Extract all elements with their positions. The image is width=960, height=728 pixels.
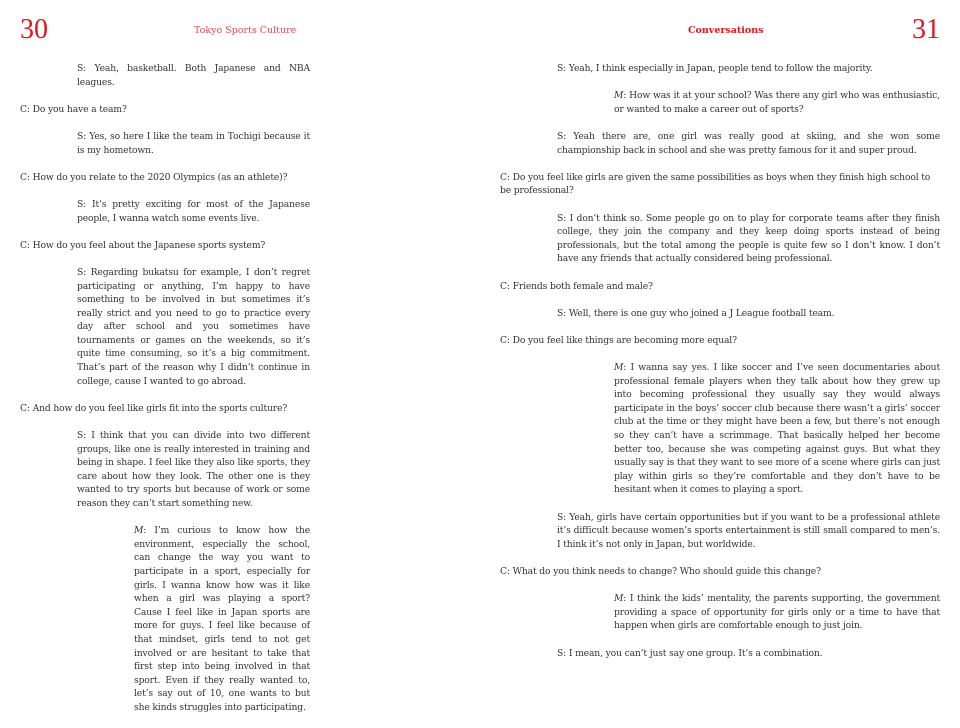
entry-text: It’s pretty exciting for most of the Japanese people, I wanna watch some events live. [77, 198, 311, 224]
interview-entry [20, 239, 310, 253]
entry-text: How do you relate to the 2020 Olympics (as an athlete)? [32, 171, 288, 183]
entry-text: I mean, you can’t just say one group. It’s a combination. [568, 647, 823, 659]
speaker-label: M [614, 593, 624, 605]
interview-entry [77, 266, 310, 388]
speaker-label: M [614, 362, 624, 374]
interview-entry [77, 62, 310, 89]
entry-text: I’m curious to know how the environment, especially the school, can change the way you want to participate in a sport, especially for girls. I wanna know how was it like when a girl was playing a sport? Cause I feel like in Japan sports are more for guys. I feel like because of that mindset, girls tend to not get involved or are hesitant to take that first step into being involved in that sport. Even if they really wanted to, let’s say out of 10, one wants to but she kinds struggles into participating. [134, 525, 310, 713]
speaker-separator: : [26, 103, 33, 115]
speaker-separator: : [83, 130, 90, 142]
speaker-label: S [77, 130, 84, 142]
entry-text: Yeah there are, one girl was really good at skiing, and she won some championship back in school and she was pretty famous for it and super proud. [557, 130, 941, 156]
interview-entry [614, 361, 940, 497]
interview-entry [77, 429, 310, 511]
speaker-label: S [77, 63, 84, 74]
page-number: 30 [20, 14, 48, 45]
speaker-label: S [77, 266, 84, 278]
entry-text: How do you feel about the Japanese sports system? [32, 239, 266, 251]
interview-entry [500, 171, 940, 198]
interview-entry [557, 307, 940, 321]
speaker-label: M [614, 90, 624, 102]
speaker-separator: : [26, 402, 33, 414]
entry-text: And how do you feel like girls fit into the sports culture? [32, 402, 288, 414]
speaker-separator: : [506, 334, 513, 346]
speaker-label: C [500, 280, 507, 292]
speaker-separator: : [563, 511, 570, 523]
entry-text: Do you feel like things are becoming more equal? [512, 334, 737, 346]
speaker-label: S [77, 198, 84, 210]
interview-entry [557, 511, 940, 552]
right-page [480, 0, 960, 681]
left-page [0, 0, 480, 713]
speaker-separator: : [83, 430, 92, 442]
speaker-label: S [557, 307, 564, 319]
speaker-separator: : [83, 266, 91, 278]
interview-entry [557, 130, 940, 157]
entry-text: I wanna say yes. I like soccer and I’ve seen documentaries about professional female players when they talk about how they grew up into becoming professional they usually say they would always participate in the boys’ soccer club because there wasn’t a girls’ soccer club at the time or they might have been a few, but there’s not enough so they can’t have a scrimmage. That basically helped her become better too, because she was competing against guys. But what they usually say is that they want to see more of a scene where girls can just play within girls so they’re comfortable and they don’t have to be hesitant when it comes to playing a sport. [614, 362, 940, 496]
speaker-label: C [20, 402, 27, 414]
speaker-label: S [557, 130, 564, 142]
speaker-separator: : [623, 362, 631, 374]
interview-entry [557, 212, 940, 266]
entry-text: Yeah, girls have certain opportunities but if you want to be a professional athlete it’s difficult because women’s sports entertainment is still small compared to men’s. I think it’s not only in Japan, but worldwide. [557, 511, 941, 550]
speaker-label: C [20, 171, 27, 183]
interview-entry [557, 647, 940, 661]
speaker-label: S [557, 647, 564, 659]
entry-text: Regarding bukatsu for example, I don’t regret participating or anything, I’m happy to have something to be involved in but sometimes it’s really strict and you need to go to practice every day after school and you sometimes have tournaments or games on the weekends, so it’s quite time consuming, so it’s a big commitment. That’s part of the reason why I didn’t continue in college, cause I wanted to go abroad. [77, 266, 310, 387]
running-head: Tokyo Sports Culture [194, 25, 297, 36]
speaker-label: S [557, 511, 564, 523]
speaker-separator: : [563, 307, 569, 319]
entry-text: Yeah, I think especially in Japan, people tend to follow the majority. [568, 63, 873, 74]
speaker-separator: : [26, 171, 33, 183]
speaker-label: C [20, 103, 27, 115]
interview-entry [77, 130, 310, 157]
entry-text: I think that you can divide into two different groups, like one is really interested in training and being in shape. I feel like they also like sports, they care about how they look. The other one is they wanted to try sports but because of work or some reason they can’t start something new. [77, 430, 310, 509]
interview-entry [20, 171, 310, 185]
interview-entry [557, 62, 940, 76]
page-number: 31 [912, 14, 940, 45]
interview-entry [500, 565, 940, 579]
speaker-separator: : [26, 239, 33, 251]
interview-body [20, 62, 310, 728]
interview-entry [500, 280, 940, 294]
speaker-label: S [557, 63, 564, 74]
entry-text: Friends both female and male? [512, 280, 653, 292]
entry-text: What do you think needs to change? Who should guide this change? [512, 565, 821, 577]
entry-text: Do you have a team? [32, 103, 127, 115]
interview-entry [77, 198, 310, 225]
speaker-label: S [557, 212, 564, 224]
entry-text: I don’t think so. Some people go on to play for corporate teams after they finish college, they join the company and they keep doing sports instead of being professionals, but the total among the people is quite few so I don’t know. I don’t have any friends that actually considered being professional. [557, 212, 941, 265]
interview-entry [614, 592, 940, 633]
speaker-separator: : [563, 647, 569, 659]
interview-entry [614, 89, 940, 116]
speaker-separator: : [83, 198, 93, 210]
speaker-separator: : [506, 171, 513, 183]
speaker-label: C [500, 334, 507, 346]
speaker-label: M [134, 525, 144, 537]
speaker-separator: : [563, 63, 569, 74]
interview-entry [20, 103, 310, 117]
running-head: Conversations [688, 25, 764, 36]
entry-text: I think the kids’ mentality, the parents supporting, the government providing a space of opportunity for girls only or a time to have that happen when girls are comfortable enough to just join. [614, 593, 940, 632]
entry-text: Well, there is one guy who joined a J League football team. [568, 307, 835, 319]
interview-entry [20, 402, 310, 416]
speaker-label: C [500, 171, 507, 183]
speaker-separator: : [506, 280, 513, 292]
speaker-label: C [20, 239, 27, 251]
speaker-separator: : [563, 212, 570, 224]
entry-text: How was it at your school? Was there any girl who was enthusiastic, or wanted to make a career out of sports? [614, 90, 941, 115]
entry-text: Do you feel like girls are given the same possibilities as boys when they finish high school to be professional? [500, 171, 931, 197]
entry-text: Yes, so here I like the team in Tochigi because it is my hometown. [77, 130, 310, 156]
speaker-separator: : [506, 565, 513, 577]
speaker-separator: : [563, 130, 574, 142]
entry-text: Yeah, basketball. Both Japanese and NBA leagues. [77, 63, 310, 88]
speaker-separator: : [83, 63, 95, 74]
speaker-label: S [77, 430, 84, 442]
interview-entry [500, 334, 940, 348]
speaker-separator: : [143, 525, 155, 537]
speaker-label: C [500, 565, 507, 577]
interview-entry [134, 524, 310, 714]
speaker-separator: : [623, 593, 630, 605]
interview-body [500, 62, 940, 674]
speaker-separator: : [623, 90, 630, 102]
